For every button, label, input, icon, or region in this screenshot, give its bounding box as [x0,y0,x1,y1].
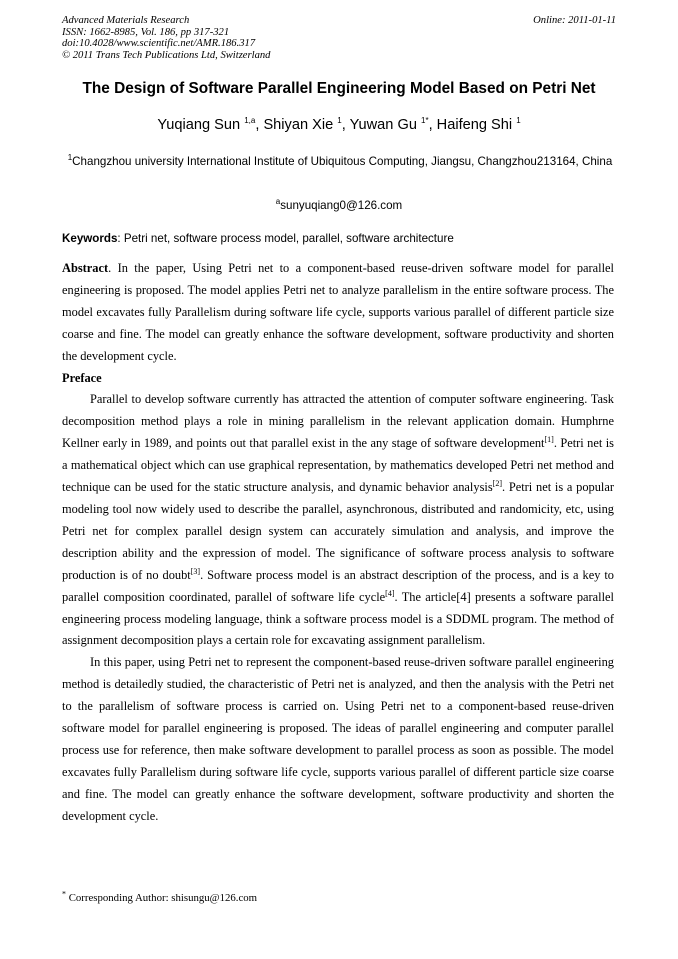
affiliation-text: Changzhou university International Institute of Ubiquitous Computing, Jiangsu, Changzhou213164, China [72,155,613,168]
abstract-label: Abstract [62,261,109,275]
author-affil-mark: 1 [337,116,342,126]
journal-name: Advanced Materials Research [62,15,190,26]
citation-ref: [1] [544,435,554,445]
author-name: Shiyan Xie [263,117,334,133]
author-email [0,199,678,212]
issn-line: ISSN: 1662-8985, Vol. 186, pp 317-321 [62,26,230,38]
author-name: Yuqiang Sun [157,117,241,133]
footnote-text: Corresponding Author: shisungu@126.com [66,892,258,904]
author-affil-mark: 1* [421,116,429,126]
copyright-line: © 2011 Trans Tech Publications Ltd, Switzerland [62,49,271,61]
author-list: Yuqiang Sun $^{1,a}$, Shiyan Xie $^1$, Yuwan Gu $^{1*}$, Haifeng Shi $^1$ [157,116,521,133]
abstract [62,258,614,368]
affiliation-mark: 1 [67,153,73,163]
author-affil-mark: 1 [516,116,521,126]
author-affil-mark: 1,a [244,116,256,126]
paper-title: The Design of Software Parallel Engineering Model Based on Petri Net [82,80,596,97]
preface-paragraph-2: In this paper, using Petri net to represent the component-based reuse-driven software parallel engineering method is detailedly studied, the characteristic of Petri net is analyzed, and then the analysis with the Petri net to the parallelism of software process is carried on. Using Petri net to a component-based reuse-driven software model for parallel engineering is proposed. The ideas of parallel engineering and computer parallel process use for reference, then make software development to parallel process as soon as possible. The model excavates fully Parallelism during software life cycle, supports various parallel of different particle size coarse and fine. The model can greatly enhance the software development, software productivity and shorten the development cycle. [62,655,614,823]
footnote-mark: * [62,889,66,899]
author-name: Haifeng Shi [436,117,513,133]
corresponding-author-footnote [62,889,258,904]
keywords-label: Keywords [62,232,118,245]
email-mark: a [275,197,281,207]
author-name: Yuwan Gu [349,117,417,133]
citation-ref: [4] [385,588,395,598]
abstract-text: . In the paper, Using Petri net to a component-based reuse-driven software model for parallel engineering is proposed. The model applies Petri net to analyze parallelism in the entire software process. The model excavates fully Parallelism during software life cycle, supports various parallel of different particle size coarse and fine. The model can greatly enhance the software development, software productivity and shorten the development cycle. [62,261,614,363]
keywords [62,232,618,245]
doi-line: doi:10.4028/www.scientific.net/AMR.186.317 [62,38,256,50]
citation-ref: [2] [492,478,502,488]
affiliation [62,152,618,171]
online-date: Online: 2011-01-11 [533,15,616,26]
section-heading-preface: Preface [62,370,102,385]
running-header [62,15,616,61]
preface-paragraph-1: Parallel to develop software currently has attracted the attention of computer software engineering. Task decomposition method plays a role in mining parallelism in the relevant application domain. Humphrne Kellner early in 1989, and points out that parallel exist in the any stage of software development[1]. Petri net is a mathematical object which can use graphical representation, by mathematics developed Petri net method and technique can be used for the static structure analysis, and dynamic behavior analysis[2]. Petri net is a popular modeling tool now widely used to describe the parallel, asynchronous, distributed and randomicity, etc, using Petri net for complex parallel design system can accurately simulation and analysis, and improve the description ability and the expression of model. The significance of software process analysis to software production is of no doubt[3]. Software process model is an abstract description of the process, and is a key to parallel composition coordinated, parallel of software life cycle[4]. The article[4] presents a software parallel engineering process modeling language, think a software process model is a SDDML program. The method of assignment decomposition plays a certain role for excavating assignment parallelism. [62,392,614,648]
keywords-text: : Petri net, software process model, parallel, software architecture [117,232,454,245]
email-text: sunyuqiang0@126.com [280,199,403,212]
citation-ref: [3] [190,566,201,576]
paper-body [62,258,614,828]
